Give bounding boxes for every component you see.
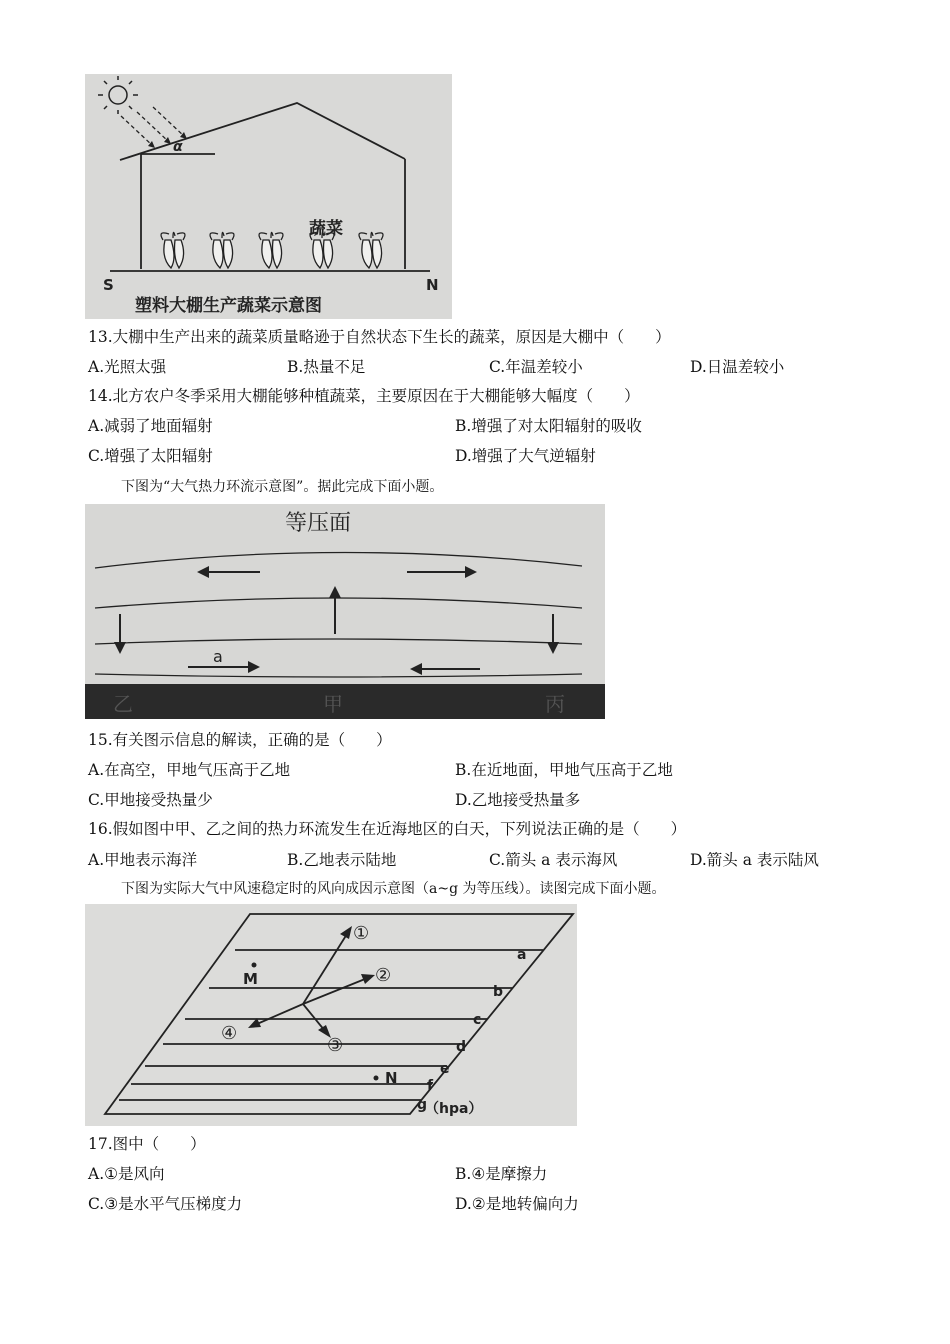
q17-option-a[interactable]: A.①是风向 [88, 1165, 165, 1183]
vegetable-plants [161, 232, 383, 268]
q14-stem: 14.北方农户冬季采用大棚能够种植蔬菜，主要原因在于大棚能够大幅度（ ） [88, 387, 640, 405]
q13-stem: 13.大棚中生产出来的蔬菜质量略逊于自然状态下生长的蔬菜，原因是大棚中（ ） [88, 328, 671, 346]
greenhouse-figure [85, 74, 452, 319]
vegetable-label: 蔬菜 [309, 219, 343, 239]
intro-thermal-circulation: 下图为“大气热力环流示意图”。据此完成下面小题。 [121, 479, 444, 495]
arrow-a-label: a [213, 647, 223, 666]
isobar-label-b: b [493, 984, 504, 1000]
q15-stem: 15.有关图示信息的解读，正确的是（ ） [88, 731, 392, 749]
q16-option-d[interactable]: D.箭头 a 表示陆风 [690, 851, 819, 869]
q16-option-c[interactable]: C.箭头 a 表示海风 [489, 851, 618, 869]
isobar-label-f: f [427, 1078, 434, 1094]
point-m-label: M [243, 970, 258, 988]
south-label: S [103, 276, 114, 294]
q15-option-c[interactable]: C.甲地接受热量少 [88, 791, 213, 809]
q15-option-b[interactable]: B.在近地面，甲地气压高于乙地 [455, 761, 673, 779]
q14-option-b[interactable]: B.增强了对太阳辐射的吸收 [455, 417, 642, 435]
isobar-grid [105, 914, 573, 1114]
q13-option-d[interactable]: D.日温差较小 [690, 358, 785, 376]
isobaric-surface-title: 等压面 [285, 511, 352, 536]
q15-option-a[interactable]: A.在高空，甲地气压高于乙地 [88, 761, 291, 779]
q13-option-b[interactable]: B.热量不足 [287, 358, 366, 376]
q14-option-a[interactable]: A.减弱了地面辐射 [88, 417, 213, 435]
q17-stem: 17.图中（ ） [88, 1135, 206, 1153]
q17-option-b[interactable]: B.④是摩擦力 [455, 1165, 548, 1183]
ground-label-yi: 乙 [113, 692, 133, 716]
q13-option-c[interactable]: C.年温差较小 [489, 358, 583, 376]
wind-force-figure [85, 904, 577, 1126]
point-n-label: N [385, 1069, 398, 1087]
arrow-label-4: ④ [221, 1023, 238, 1044]
q16-option-a[interactable]: A.甲地表示海洋 [88, 851, 198, 869]
isobar-label-d: d [456, 1039, 467, 1055]
pressure-unit: （hpa） [425, 1101, 483, 1117]
q15-option-d[interactable]: D.乙地接受热量多 [455, 791, 581, 809]
q14-option-c[interactable]: C.增强了太阳辐射 [88, 447, 213, 465]
q17-option-d[interactable]: D.②是地转偏向力 [455, 1195, 579, 1213]
circulation-arrows [114, 566, 559, 675]
ground-label-jia: 甲 [323, 692, 343, 716]
angle-alpha-label: α [173, 139, 183, 155]
isobaric-lines [95, 552, 582, 677]
q17-option-c[interactable]: C.③是水平气压梯度力 [88, 1195, 243, 1213]
greenhouse-caption: 塑料大棚生产蔬菜示意图 [135, 296, 322, 316]
isobar-label-c: c [473, 1012, 482, 1028]
intro-wind-direction: 下图为实际大气中风速稳定时的风向成因示意图（a~g 为等压线）。读图完成下面小题。 [121, 881, 666, 897]
q13-option-a[interactable]: A.光照太强 [88, 358, 167, 376]
north-label: N [426, 276, 439, 294]
isobar-label-a: a [517, 947, 527, 963]
arrow-label-3: ③ [327, 1035, 344, 1056]
q16-option-b[interactable]: B.乙地表示陆地 [287, 851, 397, 869]
q14-option-d[interactable]: D.增强了大气逆辐射 [455, 447, 596, 465]
isobar-label-e: e [440, 1061, 450, 1077]
thermal-circulation-figure [85, 504, 605, 719]
sun-icon [98, 76, 138, 114]
isobar-label-g: g [417, 1097, 428, 1113]
arrow-label-2: ② [375, 965, 392, 986]
arrow-label-1: ① [353, 923, 370, 944]
q16-stem: 16.假如图中甲、乙之间的热力环流发生在近海地区的白天，下列说法正确的是（ ） [88, 820, 687, 838]
ground-surface [85, 684, 605, 719]
ground-label-bing: 丙 [545, 692, 565, 716]
